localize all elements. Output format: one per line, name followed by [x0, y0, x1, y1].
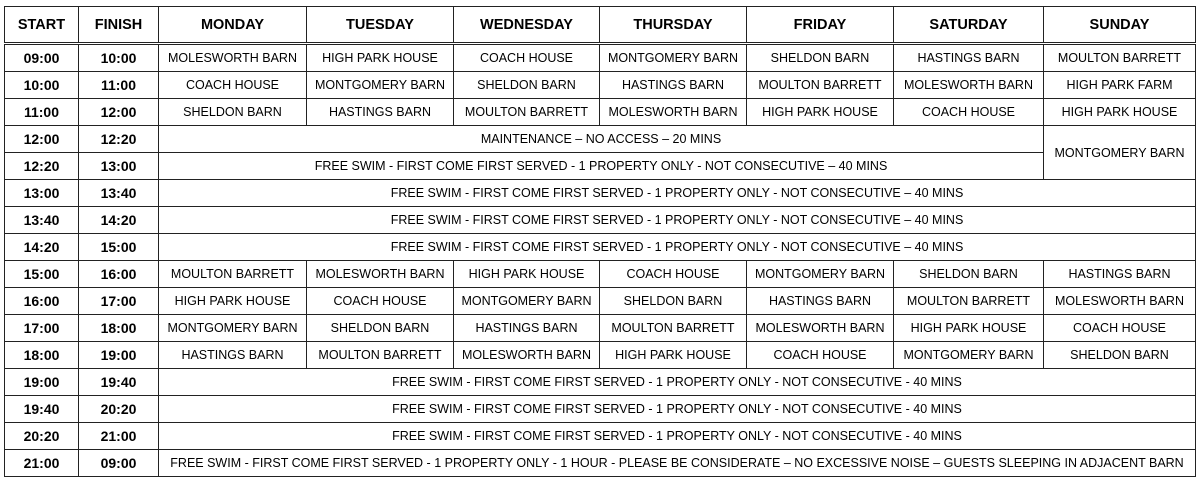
session-note: FREE SWIM - FIRST COME FIRST SERVED - 1 PROPERTY ONLY - NOT CONSECUTIVE – 40 MINS: [159, 180, 1196, 207]
session-note: FREE SWIM - FIRST COME FIRST SERVED - 1 PROPERTY ONLY - 1 HOUR - PLEASE BE CONSIDERATE – NO EXCESSIVE NOISE – GUESTS SLEEPING IN ADJACENT BARN: [159, 450, 1196, 477]
slot-tuesday: MOLESWORTH BARN: [307, 261, 454, 288]
table-row: [5, 99, 1196, 126]
start-time: 21:00: [5, 450, 79, 477]
finish-time: 16:00: [79, 261, 159, 288]
finish-time: 12:00: [79, 99, 159, 126]
slot-sunday: COACH HOUSE: [1044, 315, 1196, 342]
slot-tuesday: HIGH PARK HOUSE: [307, 44, 454, 72]
start-time: 16:00: [5, 288, 79, 315]
slot-saturday: MOLESWORTH BARN: [894, 72, 1044, 99]
start-time: 09:00: [5, 44, 79, 72]
slot-tuesday: HASTINGS BARN: [307, 99, 454, 126]
slot-monday: MOLESWORTH BARN: [159, 44, 307, 72]
schedule-body: [5, 44, 1196, 477]
start-time: 13:40: [5, 207, 79, 234]
slot-sunday: HIGH PARK HOUSE: [1044, 99, 1196, 126]
slot-monday: COACH HOUSE: [159, 72, 307, 99]
slot-sunday: MONTGOMERY BARN: [1044, 126, 1196, 180]
finish-time: 19:40: [79, 369, 159, 396]
start-time: 13:00: [5, 180, 79, 207]
session-note: FREE SWIM - FIRST COME FIRST SERVED - 1 PROPERTY ONLY - NOT CONSECUTIVE - 40 MINS: [159, 396, 1196, 423]
slot-friday: MOLESWORTH BARN: [747, 315, 894, 342]
finish-time: 18:00: [79, 315, 159, 342]
table-row: [5, 261, 1196, 288]
start-time: 19:40: [5, 396, 79, 423]
slot-friday: HASTINGS BARN: [747, 288, 894, 315]
slot-thursday: HIGH PARK HOUSE: [600, 342, 747, 369]
session-note: FREE SWIM - FIRST COME FIRST SERVED - 1 PROPERTY ONLY - NOT CONSECUTIVE – 40 MINS: [159, 234, 1196, 261]
table-row: [5, 396, 1196, 423]
slot-wednesday: COACH HOUSE: [454, 44, 600, 72]
start-time: 15:00: [5, 261, 79, 288]
slot-tuesday: MONTGOMERY BARN: [307, 72, 454, 99]
slot-friday: HIGH PARK HOUSE: [747, 99, 894, 126]
finish-time: 13:00: [79, 153, 159, 180]
start-time: 12:20: [5, 153, 79, 180]
table-row: [5, 126, 1196, 153]
finish-time: 11:00: [79, 72, 159, 99]
finish-time: 14:20: [79, 207, 159, 234]
finish-time: 19:00: [79, 342, 159, 369]
slot-wednesday: SHELDON BARN: [454, 72, 600, 99]
slot-sunday: SHELDON BARN: [1044, 342, 1196, 369]
header-thursday: THURSDAY: [600, 7, 747, 44]
slot-friday: SHELDON BARN: [747, 44, 894, 72]
slot-monday: HASTINGS BARN: [159, 342, 307, 369]
table-row: [5, 180, 1196, 207]
start-time: 14:20: [5, 234, 79, 261]
header-sunday: SUNDAY: [1044, 7, 1196, 44]
header-start: START: [5, 7, 79, 44]
session-note: FREE SWIM - FIRST COME FIRST SERVED - 1 PROPERTY ONLY - NOT CONSECUTIVE – 40 MINS: [159, 153, 1044, 180]
slot-saturday: HASTINGS BARN: [894, 44, 1044, 72]
table-row: [5, 342, 1196, 369]
slot-thursday: HASTINGS BARN: [600, 72, 747, 99]
table-row: [5, 207, 1196, 234]
start-time: 11:00: [5, 99, 79, 126]
slot-wednesday: MONTGOMERY BARN: [454, 288, 600, 315]
session-note: FREE SWIM - FIRST COME FIRST SERVED - 1 PROPERTY ONLY - NOT CONSECUTIVE - 40 MINS: [159, 369, 1196, 396]
header-row: [5, 7, 1196, 44]
start-time: 17:00: [5, 315, 79, 342]
table-row: [5, 450, 1196, 477]
slot-saturday: MONTGOMERY BARN: [894, 342, 1044, 369]
header-friday: FRIDAY: [747, 7, 894, 44]
slot-wednesday: HASTINGS BARN: [454, 315, 600, 342]
finish-time: 21:00: [79, 423, 159, 450]
slot-wednesday: HIGH PARK HOUSE: [454, 261, 600, 288]
slot-tuesday: MOULTON BARRETT: [307, 342, 454, 369]
slot-monday: HIGH PARK HOUSE: [159, 288, 307, 315]
start-time: 10:00: [5, 72, 79, 99]
header-saturday: SATURDAY: [894, 7, 1044, 44]
slot-wednesday: MOLESWORTH BARN: [454, 342, 600, 369]
session-note: FREE SWIM - FIRST COME FIRST SERVED - 1 PROPERTY ONLY - NOT CONSECUTIVE - 40 MINS: [159, 423, 1196, 450]
slot-tuesday: SHELDON BARN: [307, 315, 454, 342]
slot-saturday: MOULTON BARRETT: [894, 288, 1044, 315]
slot-tuesday: COACH HOUSE: [307, 288, 454, 315]
header-tuesday: TUESDAY: [307, 7, 454, 44]
finish-time: 17:00: [79, 288, 159, 315]
slot-thursday: COACH HOUSE: [600, 261, 747, 288]
slot-sunday: HIGH PARK FARM: [1044, 72, 1196, 99]
header-monday: MONDAY: [159, 7, 307, 44]
header-wednesday: WEDNESDAY: [454, 7, 600, 44]
slot-friday: COACH HOUSE: [747, 342, 894, 369]
slot-monday: MONTGOMERY BARN: [159, 315, 307, 342]
table-row: [5, 44, 1196, 72]
finish-time: 15:00: [79, 234, 159, 261]
finish-time: 09:00: [79, 450, 159, 477]
slot-thursday: MONTGOMERY BARN: [600, 44, 747, 72]
table-row: [5, 288, 1196, 315]
table-row: [5, 423, 1196, 450]
finish-time: 20:20: [79, 396, 159, 423]
session-note: MAINTENANCE – NO ACCESS – 20 MINS: [159, 126, 1044, 153]
slot-saturday: COACH HOUSE: [894, 99, 1044, 126]
start-time: 20:20: [5, 423, 79, 450]
table-row: [5, 234, 1196, 261]
slot-monday: SHELDON BARN: [159, 99, 307, 126]
slot-friday: MONTGOMERY BARN: [747, 261, 894, 288]
finish-time: 12:20: [79, 126, 159, 153]
start-time: 12:00: [5, 126, 79, 153]
slot-thursday: MOULTON BARRETT: [600, 315, 747, 342]
start-time: 18:00: [5, 342, 79, 369]
slot-saturday: SHELDON BARN: [894, 261, 1044, 288]
finish-time: 10:00: [79, 44, 159, 72]
slot-sunday: MOULTON BARRETT: [1044, 44, 1196, 72]
table-row: [5, 315, 1196, 342]
table-row: [5, 369, 1196, 396]
table-row: [5, 72, 1196, 99]
slot-sunday: HASTINGS BARN: [1044, 261, 1196, 288]
slot-saturday: HIGH PARK HOUSE: [894, 315, 1044, 342]
slot-friday: MOULTON BARRETT: [747, 72, 894, 99]
session-note: FREE SWIM - FIRST COME FIRST SERVED - 1 PROPERTY ONLY - NOT CONSECUTIVE – 40 MINS: [159, 207, 1196, 234]
pool-schedule-table: [4, 6, 1196, 477]
slot-thursday: SHELDON BARN: [600, 288, 747, 315]
start-time: 19:00: [5, 369, 79, 396]
slot-wednesday: MOULTON BARRETT: [454, 99, 600, 126]
table-row: [5, 153, 1196, 180]
finish-time: 13:40: [79, 180, 159, 207]
slot-thursday: MOLESWORTH BARN: [600, 99, 747, 126]
slot-sunday: MOLESWORTH BARN: [1044, 288, 1196, 315]
header-finish: FINISH: [79, 7, 159, 44]
slot-monday: MOULTON BARRETT: [159, 261, 307, 288]
